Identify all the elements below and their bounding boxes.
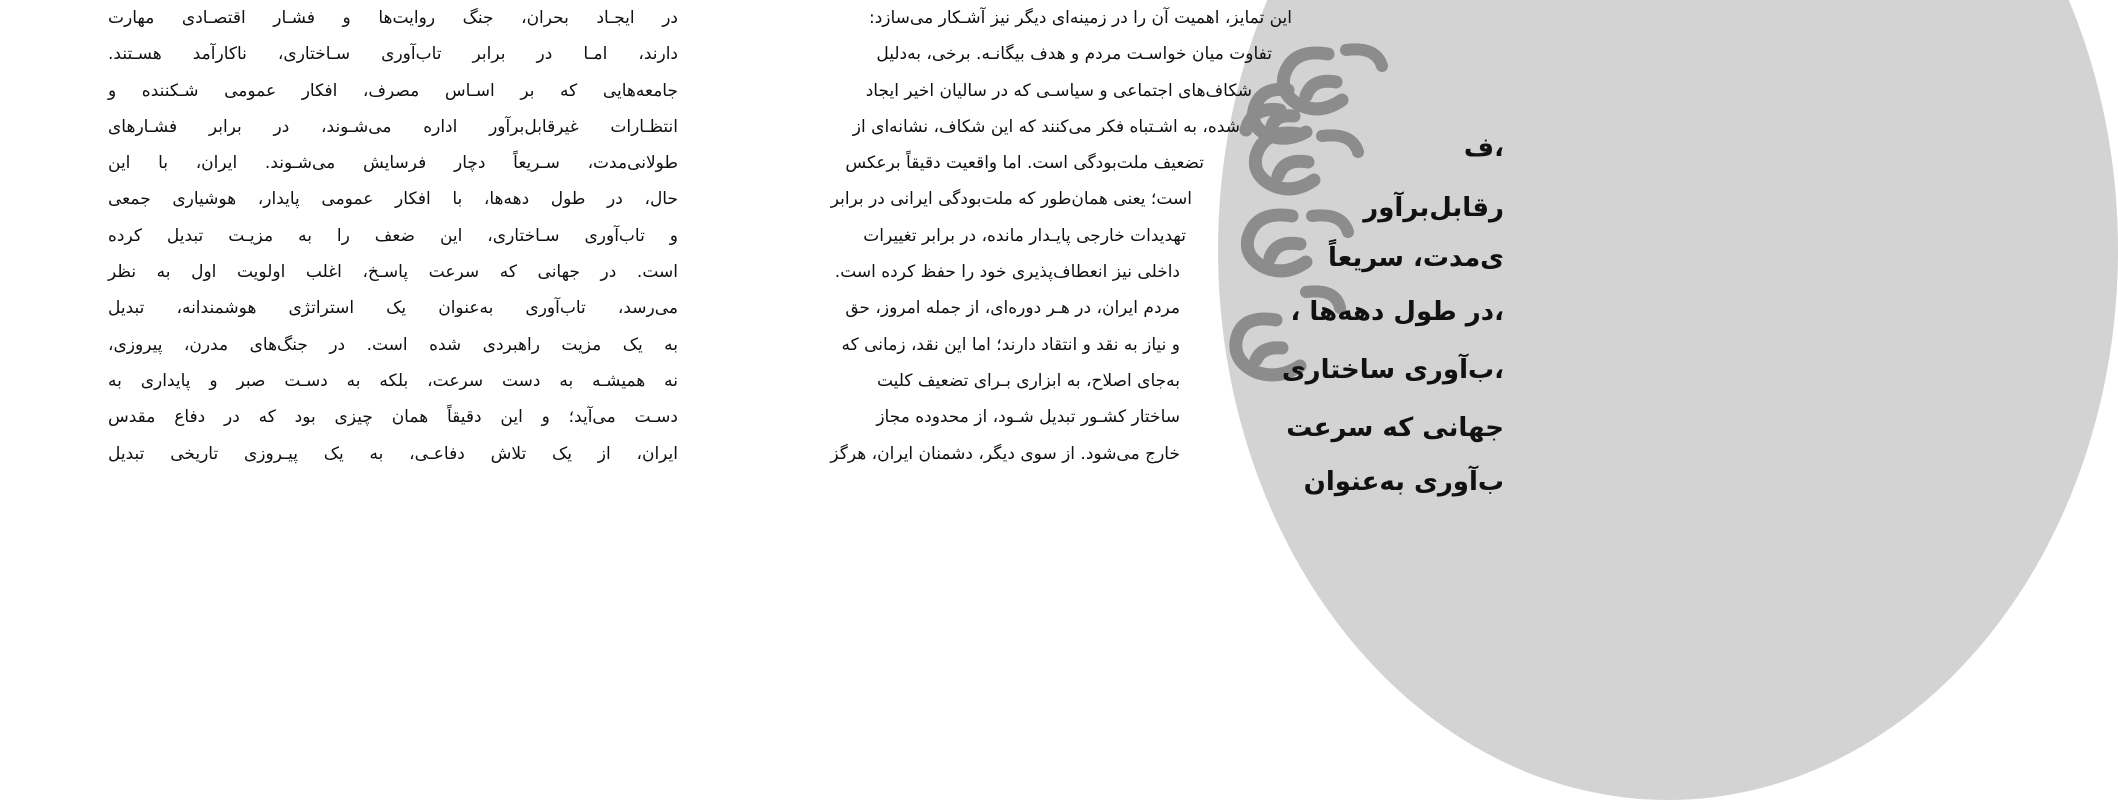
text-line: است. در جهانی که سرعت پاسـخ، اغلب اولویت اول به نظر [108,262,678,283]
text-line: جامعه‌هایی که بر اسـاس مصرف، افکار عمومی شـکننده و [108,80,678,101]
text-line: نه همیشـه به دست سرعت، بلکه به دسـت صبر و پایداری به [108,370,678,391]
pull-quote-line: ، در طول دهه‌ها، [1290,297,1504,327]
pull-quote-line: جهانی که سرعت [1286,413,1504,443]
text-line: و تاب‌آوری سـاختاری، این ضعف را به مزیـت تبدیل کرده [108,225,678,246]
text-line: تفاوت میان خواسـت مردم و هدف بیگانـه. برخی، به‌دلیل [876,44,1272,65]
text-line: شکاف‌های اجتماعی و سیاسـی که در سالیان اخیر ایجاد [865,80,1252,101]
text-line: طولانی‌مدت، سـریعاً دچار فرسایش می‌شـوند. ایران، با این [108,153,678,174]
text-line: این تمایز، اهمیت آن را در زمینه‌ای دیگر نیز آشـکار می‌سازد: [869,8,1292,28]
text-line: است؛ یعنی همان‌طور که ملت‌بودگی ایرانی در برابر [830,189,1192,210]
text-line: به یک مزیت راهبردی شده است. در جنگ‌های مدرن، پیروزی، [108,334,678,355]
text-line: خارج می‌شود. از سوی دیگر، دشمنان ایران، هرگز [830,443,1180,464]
text-line: تضعیف ملت‌بودگی است. اما واقعیت دقیقاً برعکس [845,153,1204,174]
text-line: شده، به اشـتباه فکر می‌کنند که این شکاف، نشانه‌ای از [852,116,1240,137]
pull-quote-line: ی‌مدت، سریعاً [1328,243,1504,273]
text-line: می‌رسد، تاب‌آوری به‌عنوان یک استراتژی هوشمندانه، تبدیل [108,298,678,319]
text-line: ایران، از یک تلاش دفاعـی، به یک پیـروزی تاریخی تبدیل [108,443,678,464]
text-line: داخلی نیز انعطاف‌پذیری خود را حفظ کرده است. [834,262,1180,283]
text-line: ساختار کشـور تبدیل شـود، از محدوده مجاز [876,407,1180,428]
pull-quote-line: ب‌آوری ساختاری، [1281,355,1504,385]
text-line: و نیاز به نقد و انتقاد دارند؛ اما این نقد، زمانی که [841,334,1180,355]
pull-quote-line: ف، [1463,133,1504,163]
text-line: مردم ایران، در هـر دوره‌ای، از جمله امروز، حق [845,298,1180,319]
pull-quote-line: ب‌آوری به‌عنوان [1303,467,1504,497]
text-line: دسـت می‌آید؛ و این دقیقاً همان چیزی بود که در دفاع مقدس [108,407,678,428]
text-line: در ایجـاد بحران، جنگ روایت‌ها و فشـار اقتصـادی مهارت [108,8,678,28]
text-line: به‌جای اصلاح، به ابزاری بـرای تضعیف کلیت [876,370,1180,391]
text-line: دارند، امـا در برابر تاب‌آوری سـاختاری، ناکارآمد هسـتند. [108,44,678,65]
text-line: حال، در طول دهه‌ها، با افکار عمومی پایدار، هوشیاری جمعی [108,189,678,210]
body-column-right [712,0,1292,472]
body-column-left [108,0,678,472]
magazine-page [0,0,1504,529]
pull-quote-line: رقابل‌برآور [1363,193,1504,223]
text-line: تهدیدات خارجی پایـدار مانده، در برابر تغییرات [863,225,1186,246]
text-line: انتظـارات غیرقابل‌برآور اداره می‌شـوند، در برابر فشـارهای [108,116,678,137]
